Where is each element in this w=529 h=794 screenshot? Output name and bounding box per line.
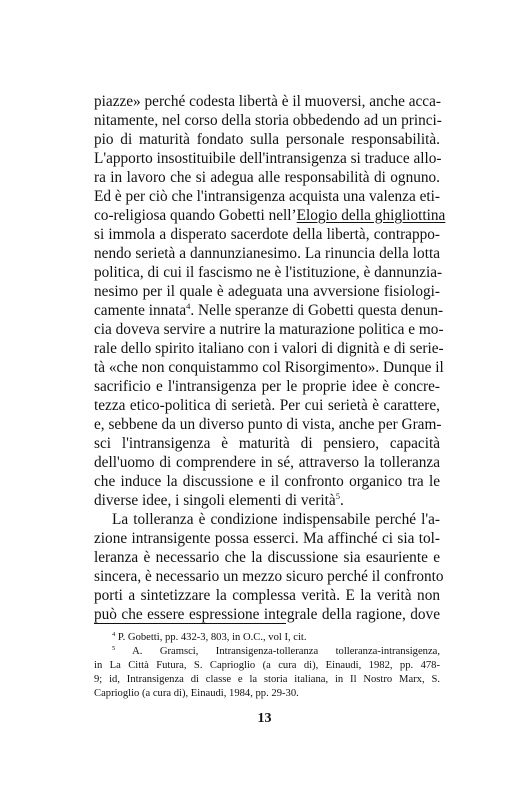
body-text-line: nesimo per il quale è adeguata una avversione fisiologi- [94, 283, 440, 300]
body-text-line: nitamente, nel corso della storia obbedendo ad un princi- [94, 112, 442, 129]
footnote-line: Caprioglio (a cura di), Einaudi, 1984, pp. 29-30. [94, 688, 299, 699]
body-text-line: si immola a disperato sacerdote della libertà, contrappo- [94, 226, 440, 243]
underlined-work-title: Elogio della ghigliottina [296, 207, 446, 224]
page-number: 13 [257, 711, 272, 726]
body-text-line: Ed è per ciò che l'intransigenza acquista una valenza eti- [94, 188, 440, 205]
body-text-line: politica, di cui il fascismo ne è l'istituzione, è dannunzia- [94, 264, 443, 281]
body-text-segment: diverse idee, i singoli elementi di verità [94, 492, 336, 509]
body-text-line: cia doveva servire a nutrire la maturazione politica e mo- [94, 321, 444, 338]
body-text-line: ra in lavoro che si adegua alle responsabilità di ognuno. [94, 169, 440, 186]
footnote-line: 9; id, Intransigenza di classe e la storia italiana, in Il Nostro Marx, S. [94, 674, 440, 685]
body-text-line: pio di maturità fondato sulla personale responsabilità. [94, 131, 440, 148]
body-text-line: rale dello spirito italiano con i valori di dignità e di serie- [94, 340, 444, 357]
body-text-line [94, 206, 446, 225]
body-text-line: sci l'intransigenza è maturità di pensiero, capacità [94, 435, 440, 452]
footnote-text: A. Gramsci, Intransigenza-tolleranza tolleranza-intransigenza, [115, 646, 440, 657]
body-text-line [94, 301, 444, 320]
body-text-line: piazze» perché codesta libertà è il muoversi, anche acca- [94, 93, 441, 110]
footnote-5 [112, 645, 440, 659]
footnote-separator [94, 623, 286, 624]
body-text-line: può che essere espressione integrale della ragione, dove [94, 606, 440, 623]
footnote-4 [112, 631, 440, 645]
body-text-segment: camente innata [94, 302, 187, 319]
body-text-line: zione intransigente possa esserci. Ma affinché ci sia tol- [94, 530, 440, 547]
body-text-line: e, sebbene da un diverso punto di vista, anche per Gram- [94, 416, 442, 433]
body-text-line: leranza è necessario che la discussione sia esauriente e [94, 549, 440, 566]
footnote-number: 4 [112, 631, 116, 638]
footnote-ref-4[interactable]: 4 [186, 301, 191, 311]
body-text-line: tezza etico-politica di serietà. Per cui serietà è carattere, [94, 397, 440, 414]
footnote-ref-5[interactable]: 5 [335, 491, 340, 501]
body-text-line: sincera, è necessario un mezzo sicuro perché il confronto [94, 568, 444, 585]
paragraph-first-line: La tolleranza è condizione indispensabile perché l'a- [112, 511, 440, 528]
body-text-segment: co-religiosa quando Gobetti nell’ [94, 207, 297, 224]
body-text-line: dell'uomo di comprendere in sé, attraverso la tolleranza [94, 454, 440, 471]
body-text-line: sacrificio e l'intransigenza per le proprie idee è concre- [94, 378, 440, 395]
footnote-text: P. Gobetti, pp. 432-3, 803, in O.C., vol I, cit. [115, 632, 307, 643]
body-text-line [94, 491, 440, 510]
body-text-line: nendo serietà a dannunzianesimo. La rinuncia della lotta [94, 245, 440, 262]
body-text-line: tà «che non conquistammo col Risorgimento». Dunque il [94, 359, 444, 376]
body-text-line: che induce la discussione e il confronto organico tra le [94, 473, 440, 490]
body-text-segment: . [339, 492, 344, 509]
body-text-line: L'apporto insostituibile dell'intransigenza si traduce allo- [94, 150, 442, 167]
body-text-segment: . Nelle speranze di Gobetti questa denun- [190, 302, 444, 319]
footnote-line: in La Città Futura, S. Caprioglio (a cura di), Einaudi, 1982, pp. 478- [94, 660, 440, 671]
body-text-line: porti a sintetizzare la complessa verità. E la verità non [94, 587, 440, 604]
footnote-number: 5 [112, 645, 116, 652]
